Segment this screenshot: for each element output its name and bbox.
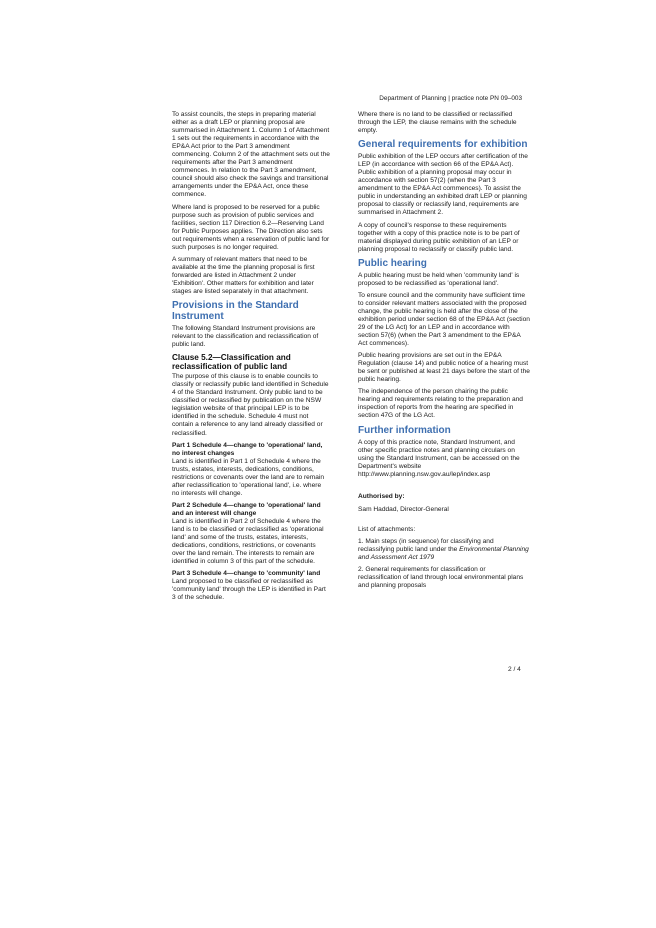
paragraph: The following Standard Instrument provisions are relevant to the classification and reclassification of public land. [172,325,319,349]
heading-provisions: Provisions in the Standard Instrument [172,300,299,323]
paragraph: To assist councils, the steps in preparing material either as a draft LEP or planning proposal are summarised in Attachment 1. Column 1 of Attachment 1 sets out the requirements in accordance with the EP&A Act prior to the Part 3 amendment commencing. Column 2 of the attachment sets out the requirements after the Part 3 amendment commences. In relation to the Part 3 amendment, council should also check the savings and transitional arrangements under the EP&A Act, once these commence. [172,111,330,199]
paragraph: Where there is no land to be classified or reclassified through the LEP, the clause remains with the schedule empty. [358,111,517,135]
paragraph: A public hearing must be held when 'community land' is proposed to be reclassified as 'operational land'. [358,271,520,287]
attachments-title: List of attachments: [358,525,416,533]
heading-part-3: Part 3 Schedule 4—change to 'community' land [172,570,321,578]
attachment-text: 1. Main steps (in sequence) for classifying and reclassifying public land under the [358,537,494,553]
paragraph: Land is identified in Part 2 of Schedule 4 where the land is to be classified or reclassified as 'operational land' and some of the trusts, estates, interests, dedications, conditions, restrictions, or covenants over the land remain. The interests to remain are identified in column 3 of this part of the schedule. [172,517,324,566]
attachment-item [358,538,530,562]
right-column [358,111,530,594]
left-column [172,111,330,606]
paragraph: A summary of relevant matters that need to be available at the time the planning proposal is first forwarded are listed in Attachment 2 under 'Exhibition'. Other matters for exhibition and later stages are listed separately in that attachment. [172,255,315,295]
attachment-item: 2. General requirements for classification or reclassification of land through local environmental plans and planning proposals [358,566,524,590]
authorisation-block [358,493,530,514]
heading-part-2: Part 2 Schedule 4—change to 'operational' land and an interest will change [172,501,321,517]
attachment-act-title: Environmental Planning and Assessment Act 1979 [358,545,529,561]
paragraph: Land proposed to be classified or reclassified as 'community land' through the LEP is identified in Part 3 of the schedule. [172,578,326,602]
page-header: Department of Planning | practice note PN 09–003 [379,95,522,102]
paragraph: The independence of the person chairing the public hearing and requirements relating to the preparation and inspection of reports from the hearing are specified in section 47G of the LG Act. [358,388,523,420]
heading-public-hearing: Public hearing [358,257,427,269]
paragraph: To ensure council and the community have sufficient time to consider relevant matters associated with the proposed change, the public hearing is held after the close of the exhibition period under section 68 of the EP&A Act (section 29 of the LG Act) for an LEP and in accordance with section 57(6) (when the Part 3 amendment to the EP&A Act commences). [358,291,530,348]
heading-further-information: Further information [358,424,451,436]
paragraph: Public hearing provisions are set out in the EP&A Regulation (clause 14) and public notice of a hearing must be sent or published at least 21 days before the start of the public hearing. [358,352,530,384]
authorised-by-label: Authorised by: [358,492,405,500]
heading-clause-5-2: Clause 5.2—Classification and reclassification of public land [172,353,291,372]
paragraph: Public exhibition of the LEP occurs after certification of the LEP (in accordance with section 66 of the EP&A Act). Public exhibition of a planning proposal may occur in accordance with section 57(2) (when the Part 3 amendment to the EP&A Act commences). To assist the public in understanding an exhibited draft LEP or planning proposal to classify or reclassify land, requirements are summarised in Attachment 2. [358,153,528,217]
paragraph: Where land is proposed to be reserved for a public purpose such as provision of public services and facilities, section 117 Direction 6.2—Reserving Land for Public Purposes applies. The Direction also sets out requirements when a reservation of public land for such purposes is no longer required. [172,203,330,251]
paragraph: The purpose of this clause is to enable councils to classify or reclassify public land identified in Schedule 4 of the Standard Instrument. Only public land to be classified or reclassified by publication on the NSW legislation website of that principal LEP is to be identified in the schedule. Schedule 4 must not contain a reference to any land already classified or reclassified. [172,373,329,437]
heading-part-1: Part 1 Schedule 4—change to 'operational' land, no interest changes [172,441,323,457]
paragraph: A copy of this practice note, Standard Instrument, and other specific practice notes and planning circulars on using the Standard Instrument, can be accessed on the Department's website http://www.planning.nsw.gov.au/lep/index.asp [358,438,520,478]
heading-general-requirements: General requirements for exhibition [358,139,528,151]
paragraph: Land is identified in Part 1 of Schedule 4 where the trusts, estates, interests, dedications, conditions, restrictions or covenants over the land are to remain after reclassification to 'operational land', i.e. where no interests will change. [172,457,325,497]
authorised-by-name: Sam Haddad, Director-General [358,505,449,513]
page-number: 2 / 4 [508,666,521,673]
paragraph: A copy of council's response to these requirements together with a copy of this practice note is to be part of material displayed during public exhibition of an LEP or planning proposal to reclassify or classify public land. [358,221,520,253]
